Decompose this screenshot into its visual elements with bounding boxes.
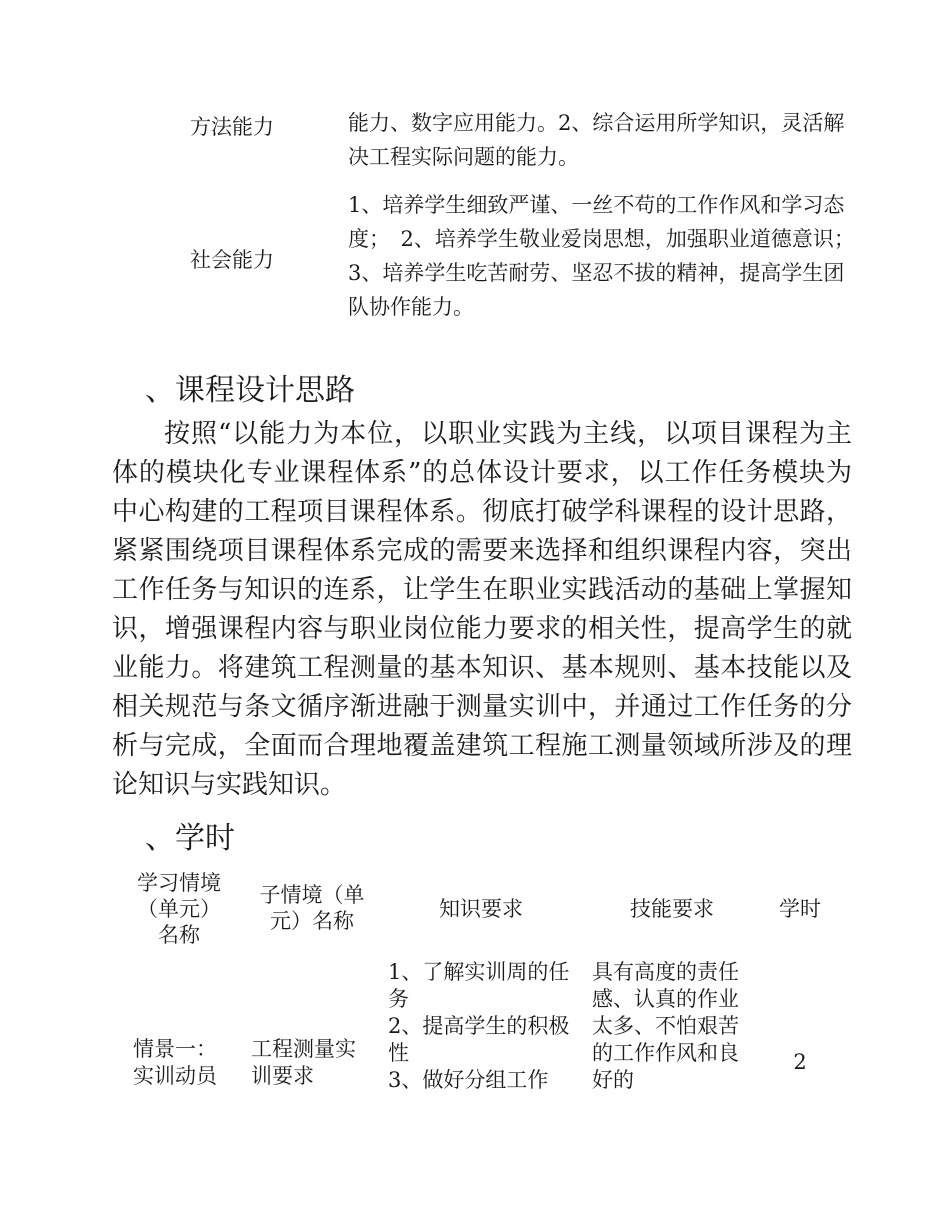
ability-text-social: 1、培养学生细致严谨、一丝不苟的工作作风和学习态度； 2、培养学生敬业爱岗思想，加强职业道德意识； 3、培养学生吃苦耐劳、坚忍不拔的精神，提高学生团队协作能力。: [348, 193, 866, 319]
table-header-knowledge: 知识要求: [439, 897, 523, 921]
ability-label-social: 社会能力: [190, 248, 274, 272]
table-header-scenario: 学习情境（单元）名称: [137, 871, 221, 947]
table-header-sub-scenario: 子情境（单元）名称: [259, 883, 365, 933]
table-cell-scenario: 情景一：实训动员: [133, 1037, 217, 1088]
section-heading-hours: 、学时: [145, 821, 235, 856]
design-paragraph: 按照“以能力为本位，以职业实践为主线，以项目课程为主体的模块化专业课程体系”的总体设计要求，以工作任务模块为中心构建的工程项目课程体系。彻底打破学科课程的设计思路，紧紧围绕项目课程体系完成的需要来选择和组织课程内容，突出工作任务与知识的连系，让学生在职业实践活动的基础上掌握知识，增强课程内容与职业岗位能力要求的相关性，提高学生的就业能力。将建筑工程测量的基本知识、基本规则、基本技能以及相关规范与条文循序渐进融于测量实训中，并通过工作任务的分析与完成，全面而合理地覆盖建筑工程施工测量领域所涉及的理论知识与实践知识。: [112, 419, 852, 800]
table-cell-knowledge: 1、了解实训周的任务 2、提高学生的积极性 3、做好分组工作: [388, 960, 570, 1092]
table-cell-hours: 2: [793, 1050, 807, 1074]
section-heading-design: 、课程设计思路: [145, 373, 355, 408]
ability-text-method: 能力、数字应用能力。2、综合运用所学知识，灵活解决工程实际问题的能力。: [348, 111, 845, 169]
table-cell-skill: 具有高度的责任感、认真的作业太多、不怕艰苦的工作作风和良好的: [592, 960, 739, 1092]
table-header-skill: 技能要求: [630, 897, 714, 921]
table-cell-sub-scenario: 工程测量实训要求: [251, 1037, 356, 1088]
table-header-hours: 学时: [779, 897, 821, 921]
ability-label-method: 方法能力: [190, 115, 274, 139]
